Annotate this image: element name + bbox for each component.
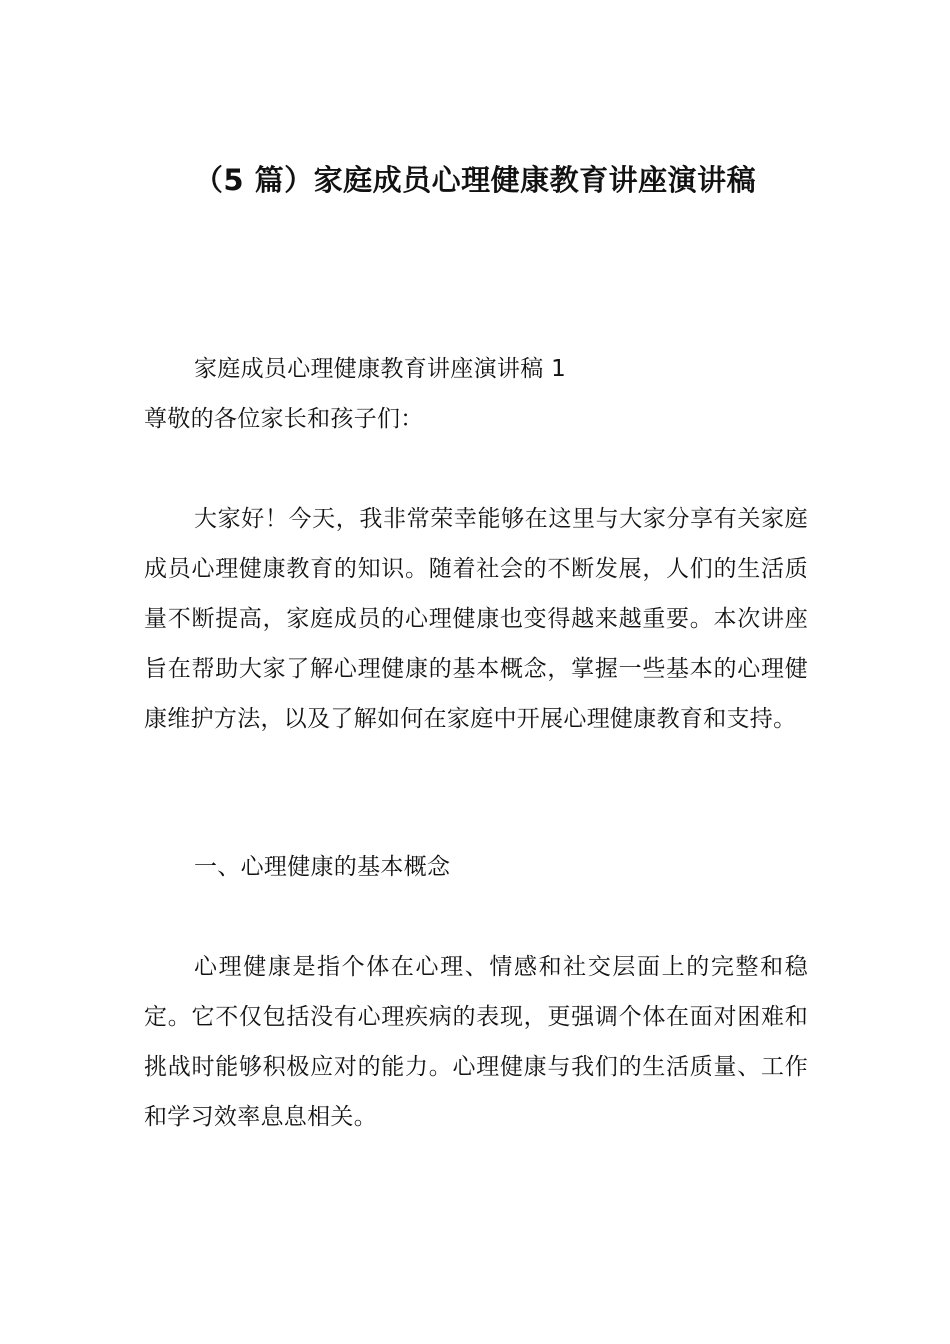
salutation: 尊敬的各位家长和孩子们： — [144, 406, 424, 432]
document-title: （5 篇）家庭成员心理健康教育讲座演讲稿 — [193, 163, 757, 197]
speech-subtitle: 家庭成员心理健康教育讲座演讲稿 1 — [194, 356, 567, 382]
section-heading: 一、心理健康的基本概念 — [194, 854, 451, 880]
paragraph-intro: 大家好！今天，我非常荣幸能够在这里与大家分享有关家庭成员心理健康教育的知识。随着社会的不断发展，人们的生活质量不断提高，家庭成员的心理健康也变得越来越重要。本次讲座旨在帮助大家了解心理健康的基本概念，掌握一些基本的心理健康维护方法，以及了解如何在家庭中开展心理健康教育和支持。 — [144, 506, 808, 732]
paragraph-concept: 心理健康是指个体在心理、情感和社交层面上的完整和稳定。它不仅包括没有心理疾病的表现，更强调个体在面对困难和挑战时能够积极应对的能力。心理健康与我们的生活质量、工作和学习效率息息相关。 — [144, 954, 808, 1130]
